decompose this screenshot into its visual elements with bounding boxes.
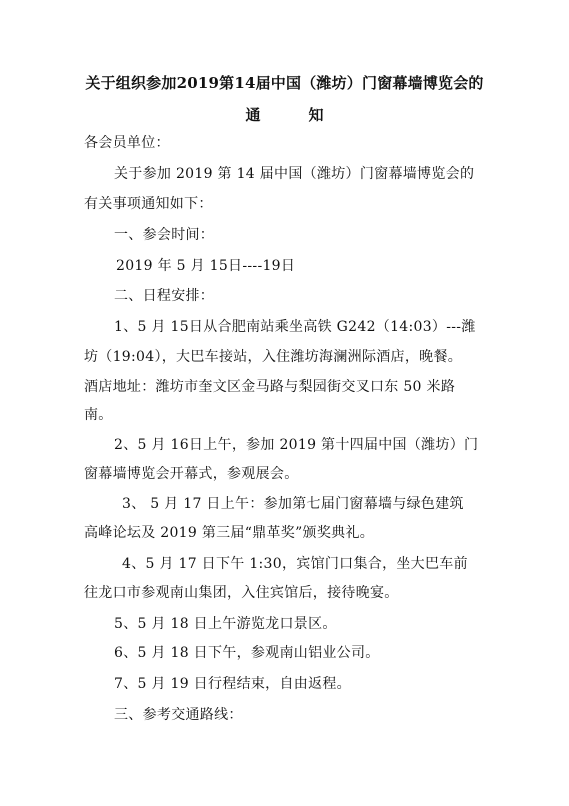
intro-paragraph-line: 关于参加 2019 第 14 届中国（潍坊）门窗幕墙博览会的 (114, 166, 475, 182)
schedule-item-1: 1、5 月 15日从合肥南站乘坐高铁 G242（14:03）---潍 (114, 319, 476, 335)
schedule-item-7: 7、5 月 19 日行程结束，自由返程。 (114, 676, 351, 692)
section-heading-transport: 三、参考交通路线： (114, 707, 243, 723)
section-heading-schedule: 二、日程安排： (114, 288, 215, 304)
schedule-item-4: 4、5 月 17 日下午 1:30，宾馆门口集合，坐大巴车前 (122, 556, 468, 572)
schedule-item-3: 高峰论坛及 2019 第三届“鼎革奖”颁奖典礼。 (84, 525, 375, 541)
document-title-notice (60, 104, 509, 125)
schedule-item-4: 往龙口市参观南山集团，入住宾馆后，接待晚宴。 (84, 585, 399, 601)
schedule-item-1-hotel-address: 酒店地址：潍坊市奎文区金马路与梨园街交叉口东 50 米路 (84, 379, 456, 395)
title-char-tong: 通 (245, 106, 261, 124)
schedule-item-3: 3、 5 月 17 日上午：参加第七届门窗幕墙与绿色建筑 (122, 496, 464, 512)
intro-paragraph-line: 有关事项通知如下： (84, 196, 213, 212)
schedule-item-1: 坊（19:04），大巴车接站，入住潍坊海澜洲际酒店，晚餐。 (84, 349, 463, 365)
schedule-item-1-hotel-address: 南。 (84, 407, 113, 423)
section-heading-time: 一、参会时间： (114, 227, 215, 243)
salutation: 各会员单位： (84, 135, 170, 151)
schedule-item-6: 6、5 月 18 日下午，参观南山铝业公司。 (114, 645, 380, 661)
attendance-date: 2019 年 5 月 15日----19日 (116, 258, 296, 274)
schedule-item-2: 窗幕墙博览会开幕式，参观展会。 (84, 466, 299, 482)
schedule-item-2: 2、5 月 16日上午，参加 2019 第十四届中国（潍坊）门 (114, 437, 479, 453)
title-char-zhi: 知 (308, 106, 324, 124)
schedule-item-5: 5、5 月 18 日上午游览龙口景区。 (114, 616, 337, 632)
document-title: 关于组织参加2019第14届中国（潍坊）门窗幕墙博览会的 (85, 74, 484, 92)
